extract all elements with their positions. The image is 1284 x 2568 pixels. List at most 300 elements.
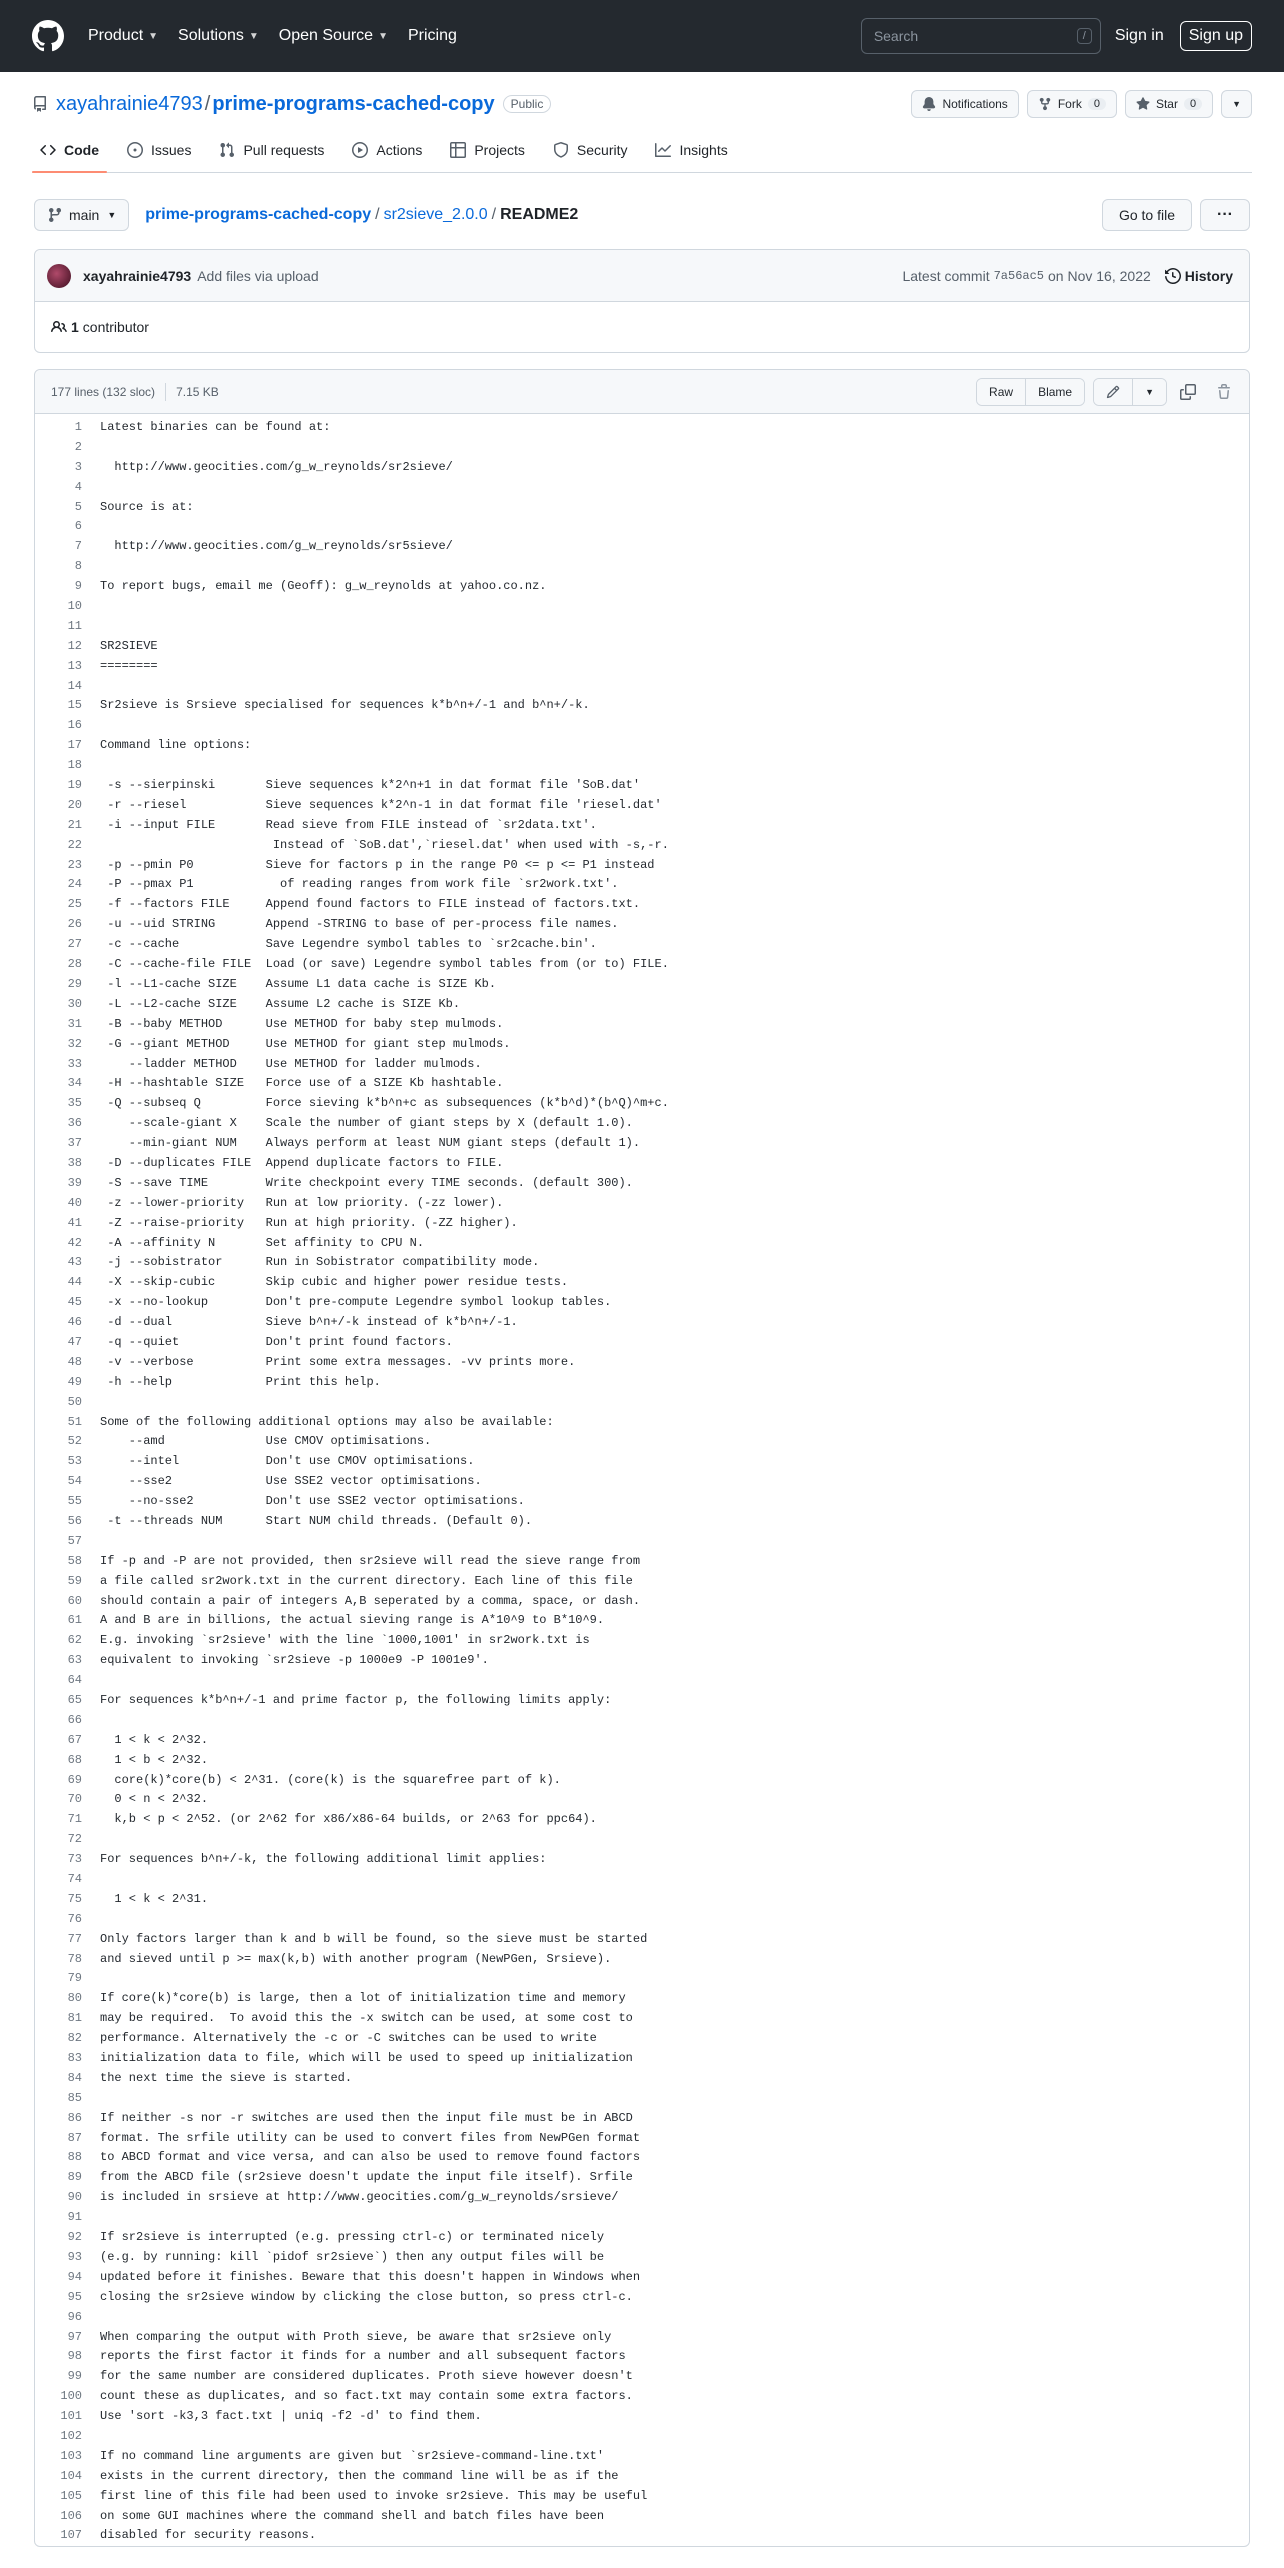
breadcrumb-repo-link[interactable]: prime-programs-cached-copy <box>145 206 372 223</box>
code-line <box>35 1094 1249 1114</box>
line-number[interactable]: 86 <box>67 2110 82 2125</box>
line-text: -Q --subseq Q Force sieving k*b^n+c as subsequences (k*b^d)*(b^Q)^m+c. <box>100 1096 669 1111</box>
line-text: disabled for security reasons. <box>100 2528 317 2543</box>
line-text: format. The srfile utility can be used to convert files from NewPGen format <box>100 2130 641 2145</box>
line-text <box>82 1532 100 1552</box>
line-number[interactable]: 20 <box>67 797 82 812</box>
breadcrumb <box>145 206 578 224</box>
code-line <box>35 1910 1249 1930</box>
code-line <box>35 1253 1249 1273</box>
line-number[interactable]: 1 <box>74 420 82 434</box>
line-number[interactable]: 90 <box>67 2190 82 2205</box>
code-line <box>35 1174 1249 1194</box>
line-text: -p --pmin P0 Sieve for factors p in the range P0 <= p <= P1 instead <box>100 857 655 872</box>
code-line <box>35 1413 1249 1433</box>
tab-actions[interactable]: Actions <box>344 142 430 172</box>
line-number[interactable]: 7 <box>74 539 82 554</box>
line-number[interactable]: 68 <box>67 1752 82 1767</box>
line-number[interactable]: 57 <box>67 1533 82 1548</box>
line-number[interactable]: 43 <box>67 1255 82 1270</box>
line-number[interactable]: 89 <box>67 2170 82 2185</box>
line-number[interactable]: 69 <box>67 1772 82 1787</box>
line-text: --scale-giant X Scale the number of giant steps by X (default 1.0). <box>100 1116 633 1131</box>
chevron-down-icon: ▼ <box>107 210 117 220</box>
line-number[interactable]: 21 <box>67 817 82 832</box>
line-text: --min-giant NUM Always perform at least NUM giant steps (default 1). <box>100 1136 641 1151</box>
code-line <box>35 1870 1249 1890</box>
line-text: -H --hashtable SIZE Force use of a SIZE Kb hashtable. <box>100 1076 504 1091</box>
notifications-button[interactable]: Notifications <box>911 90 1018 118</box>
line-number[interactable]: 35 <box>67 1096 82 1111</box>
pull-request-icon <box>219 142 235 158</box>
line-text: reports the first factor it finds for a number and all subsequent factors <box>100 2349 626 2364</box>
line-text: If neither -s nor -r switches are used then the input file must be in ABCD <box>100 2110 633 2125</box>
sign-up-button[interactable]: Sign up <box>1180 21 1252 51</box>
repo-name-link[interactable]: prime-programs-cached-copy <box>212 92 495 115</box>
tab-pull-requests[interactable]: Pull requests <box>211 142 332 172</box>
line-number[interactable]: 103 <box>60 2448 82 2463</box>
code-line <box>35 1631 1249 1651</box>
people-icon <box>51 319 67 335</box>
line-number[interactable]: 30 <box>67 996 82 1011</box>
commit-message-link[interactable]: Add files via upload <box>197 267 319 284</box>
tab-code[interactable]: Code <box>32 142 107 172</box>
code-line <box>35 1114 1249 1134</box>
code-line <box>35 1512 1249 1532</box>
code-line <box>35 2069 1249 2089</box>
go-to-file-button[interactable]: Go to file <box>1102 199 1192 231</box>
fork-count: 0 <box>1088 98 1106 110</box>
line-number[interactable]: 27 <box>67 937 82 952</box>
pencil-icon <box>1106 385 1120 399</box>
line-number[interactable]: 92 <box>67 2230 82 2245</box>
code-line <box>35 2148 1249 2168</box>
line-number[interactable]: 28 <box>67 957 82 972</box>
code-line <box>35 875 1249 895</box>
line-number[interactable]: 101 <box>60 2409 82 2424</box>
code-line <box>35 498 1249 518</box>
code-line <box>35 2208 1249 2228</box>
line-number[interactable]: 52 <box>67 1434 82 1449</box>
line-text <box>82 1393 100 1413</box>
line-number[interactable]: 25 <box>67 897 82 912</box>
code-line <box>35 1751 1249 1771</box>
copy-raw-button[interactable] <box>1173 378 1203 406</box>
line-text: Only factors larger than k and b will be found, so the sieve must be started <box>100 1931 648 1946</box>
line-number[interactable]: 22 <box>67 837 82 852</box>
line-number[interactable]: 61 <box>67 1613 82 1628</box>
chevron-down-icon: ▼ <box>1232 99 1241 109</box>
code-line <box>35 2268 1249 2288</box>
line-text <box>82 2427 100 2447</box>
code-line <box>35 1592 1249 1612</box>
line-text: Source is at: <box>100 499 194 514</box>
branch-selector[interactable]: main ▼ <box>34 199 129 231</box>
line-number[interactable]: 102 <box>60 2428 82 2443</box>
line-text: the next time the sieve is started. <box>100 2070 353 2085</box>
line-text: closing the sr2sieve window by clicking the close button, so press ctrl-c. <box>100 2289 633 2304</box>
code-line <box>35 438 1249 458</box>
code-line <box>35 2526 1249 2546</box>
line-text: -s --sierpinski Sieve sequences k*2^n+1 in dat format file 'SoB.dat' <box>100 778 641 793</box>
line-number[interactable]: 51 <box>67 1414 82 1429</box>
line-text: -i --input FILE Read sieve from FILE instead of `sr2data.txt'. <box>100 817 597 832</box>
code-line <box>35 1373 1249 1393</box>
line-number[interactable]: 53 <box>67 1454 82 1469</box>
line-number[interactable]: 73 <box>67 1852 82 1867</box>
line-number[interactable]: 70 <box>67 1792 82 1807</box>
repo-header <box>0 72 1284 173</box>
search-input[interactable]: Search / <box>861 18 1101 54</box>
edit-group <box>1093 378 1167 406</box>
line-text <box>82 677 100 697</box>
line-text: exists in the current directory, then the command line will be as if the <box>100 2468 619 2483</box>
line-number[interactable]: 49 <box>67 1374 82 1389</box>
code-line <box>35 1930 1249 1950</box>
breadcrumb-dir-link[interactable]: sr2sieve_2.0.0 <box>383 206 488 223</box>
line-number[interactable]: 42 <box>67 1235 82 1250</box>
line-number[interactable]: 91 <box>67 2210 82 2225</box>
line-text: -P --pmax P1 of reading ranges from work file `sr2work.txt'. <box>100 877 619 892</box>
chevron-down-icon: ▼ <box>148 30 159 42</box>
line-number[interactable]: 83 <box>67 2051 82 2066</box>
code-line <box>35 2109 1249 2129</box>
line-number[interactable]: 76 <box>67 1911 82 1926</box>
commit-date: on Nov 16, 2022 <box>1048 267 1151 284</box>
code-line <box>35 2168 1249 2188</box>
line-number[interactable]: 97 <box>67 2329 82 2344</box>
line-text: 1 < k < 2^32. <box>100 1732 209 1747</box>
line-number[interactable]: 9 <box>74 579 82 594</box>
tab-issues[interactable]: Issues <box>119 142 199 172</box>
shield-icon <box>553 142 569 158</box>
nav-open-source[interactable]: Open Source ▼ <box>278 27 388 44</box>
code-line <box>35 995 1249 1015</box>
code-line <box>35 458 1249 478</box>
avatar[interactable] <box>47 264 71 288</box>
github-logo-icon[interactable] <box>32 20 64 52</box>
line-text: -z --lower-priority Run at low priority. (-zz lower). <box>100 1195 504 1210</box>
line-number[interactable]: 106 <box>60 2508 82 2523</box>
edit-dropdown-button[interactable] <box>1132 379 1166 405</box>
line-text: -d --dual Sieve b^n+/-k instead of k*b^n+/-1. <box>100 1315 518 1330</box>
line-text: -D --duplicates FILE Append duplicate factors to FILE. <box>100 1155 504 1170</box>
line-number[interactable]: 55 <box>67 1494 82 1509</box>
line-number[interactable]: 74 <box>67 1872 82 1887</box>
line-number[interactable]: 16 <box>67 718 82 733</box>
nav-solutions[interactable]: Solutions ▼ <box>178 27 259 44</box>
sign-in-link[interactable]: Sign in <box>1114 27 1164 44</box>
line-text: Sr2sieve is Srsieve specialised for sequences k*b^n+/-1 and b^n+/-k. <box>100 698 590 713</box>
table-icon <box>450 142 466 158</box>
line-text: -L --L2-cache SIZE Assume L2 cache is SIZE Kb. <box>100 996 461 1011</box>
code-line <box>35 1273 1249 1293</box>
line-number[interactable]: 8 <box>74 559 82 574</box>
line-number[interactable]: 18 <box>67 758 82 773</box>
line-number[interactable]: 17 <box>67 738 82 753</box>
raw-button[interactable]: Raw <box>977 379 1025 405</box>
line-number[interactable]: 63 <box>67 1653 82 1668</box>
code-line <box>35 2308 1249 2328</box>
line-text: first line of this file had been used to invoke sr2sieve. This may be useful <box>100 2488 648 2503</box>
code-line <box>35 1333 1249 1353</box>
chevron-down-icon: ▼ <box>248 30 259 42</box>
line-text: count these as duplicates, and so fact.txt may contain some extra factors. <box>100 2389 633 2404</box>
line-number[interactable]: 79 <box>67 1971 82 1986</box>
play-icon <box>352 142 368 158</box>
repo-tabs <box>32 142 1252 173</box>
history-link[interactable]: History <box>1165 268 1233 284</box>
line-text: may be required. To avoid this the -x switch can be used, at some cost to <box>100 2011 633 2026</box>
line-text: http://www.geocities.com/g_w_reynolds/sr2sieve/ <box>100 459 453 474</box>
line-text: If sr2sieve is interrupted (e.g. pressing ctrl-c) or terminated nicely <box>100 2230 605 2245</box>
code-line <box>35 1611 1249 1631</box>
line-number[interactable]: 38 <box>67 1155 82 1170</box>
line-number[interactable]: 33 <box>67 1056 82 1071</box>
line-number[interactable]: 54 <box>67 1474 82 1489</box>
code-line <box>35 1214 1249 1234</box>
fork-button[interactable]: Fork 0 <box>1027 90 1117 118</box>
line-number[interactable]: 10 <box>67 599 82 614</box>
line-number[interactable]: 98 <box>67 2349 82 2364</box>
line-number[interactable]: 23 <box>67 857 82 872</box>
line-number[interactable]: 50 <box>67 1394 82 1409</box>
line-number[interactable]: 78 <box>67 1951 82 1966</box>
commit-sha-link[interactable]: 7a56ac5 <box>993 268 1045 283</box>
line-text: updated before it finishes. Beware that this doesn't happen in Windows when <box>100 2269 641 2284</box>
line-number[interactable]: 26 <box>67 917 82 932</box>
divider <box>165 383 166 401</box>
code-line <box>35 657 1249 677</box>
line-number[interactable]: 62 <box>67 1633 82 1648</box>
line-number[interactable]: 13 <box>67 658 82 673</box>
line-number[interactable]: 48 <box>67 1354 82 1369</box>
code-line <box>35 736 1249 756</box>
line-text: E.g. invoking `sr2sieve' with the line `1000,1001' in sr2work.txt is <box>100 1633 590 1648</box>
code-line <box>35 478 1249 498</box>
line-number[interactable]: 15 <box>67 698 82 713</box>
commit-author-link[interactable]: xayahrainie4793 <box>83 267 192 284</box>
line-number[interactable]: 11 <box>67 618 82 633</box>
line-number[interactable]: 87 <box>67 2130 82 2145</box>
star-button[interactable]: Star 0 <box>1125 90 1213 118</box>
line-text <box>82 517 100 537</box>
star-icon <box>1136 97 1150 111</box>
code-line <box>35 935 1249 955</box>
code-line <box>35 1234 1249 1254</box>
tab-security[interactable]: Security <box>545 142 636 172</box>
line-number[interactable]: 84 <box>67 2070 82 2085</box>
line-number[interactable]: 93 <box>67 2249 82 2264</box>
star-count: 0 <box>1184 98 1202 110</box>
line-text: and sieved until p >= max(k,b) with another program (NewPGen, Srsieve). <box>100 1951 612 1966</box>
line-number[interactable]: 14 <box>67 678 82 693</box>
code-line <box>35 1393 1249 1413</box>
code-line <box>35 1074 1249 1094</box>
code-line <box>35 1552 1249 1572</box>
line-number[interactable]: 34 <box>67 1076 82 1091</box>
line-number[interactable]: 67 <box>67 1732 82 1747</box>
breadcrumb-file-name: README2 <box>500 206 579 223</box>
line-text: equivalent to invoking `sr2sieve -p 1000e9 -P 1001e9'. <box>100 1653 489 1668</box>
tab-projects[interactable]: Projects <box>442 142 533 172</box>
line-text: For sequences k*b^n+/-1 and prime factor p, the following limits apply: <box>100 1693 612 1707</box>
code-line <box>35 2328 1249 2348</box>
code-line <box>35 1154 1249 1174</box>
issue-icon <box>127 142 143 158</box>
nav-product[interactable]: Product ▼ <box>88 27 159 44</box>
code-line <box>35 2188 1249 2208</box>
code-line <box>35 776 1249 796</box>
line-text: (e.g. by running: kill `pidof sr2sieve`) then any output files will be <box>100 2249 605 2264</box>
line-number[interactable]: 99 <box>67 2369 82 2384</box>
code-line <box>35 2507 1249 2527</box>
edit-button[interactable] <box>1094 379 1132 405</box>
code-line <box>35 1950 1249 1970</box>
line-text: to ABCD format and vice versa, and can also be used to remove found factors <box>100 2150 641 2165</box>
history-icon <box>1165 268 1181 284</box>
line-number[interactable]: 2 <box>74 439 82 454</box>
line-number[interactable]: 72 <box>67 1832 82 1847</box>
graph-icon <box>655 142 671 158</box>
code-line <box>35 1313 1249 1333</box>
line-number[interactable]: 29 <box>67 976 82 991</box>
star-dropdown-button[interactable] <box>1221 90 1252 118</box>
nav-pricing[interactable]: Pricing <box>407 27 457 44</box>
line-number[interactable]: 65 <box>67 1693 82 1707</box>
code-line <box>35 1293 1249 1313</box>
latest-commit-label: Latest commit <box>902 267 990 284</box>
repo-owner-link[interactable]: xayahrainie4793 <box>56 92 203 115</box>
line-number[interactable]: 77 <box>67 1931 82 1946</box>
line-text: -x --no-lookup Don't pre-compute Legendre symbol lookup tables. <box>100 1295 612 1310</box>
line-text: initialization data to file, which will be used to speed up initialization <box>100 2051 633 2066</box>
line-text: To report bugs, email me (Geoff): g_w_reynolds at yahoo.co.nz. <box>100 579 547 594</box>
line-number[interactable]: 81 <box>67 2011 82 2026</box>
line-number[interactable]: 96 <box>67 2309 82 2324</box>
line-text: -v --verbose Print some extra messages. -vv prints more. <box>100 1354 576 1369</box>
line-number[interactable]: 36 <box>67 1116 82 1131</box>
code-line <box>35 816 1249 836</box>
commit-box <box>34 249 1250 353</box>
line-text: --amd Use CMOV optimisations. <box>100 1434 432 1449</box>
line-number[interactable]: 100 <box>60 2389 82 2404</box>
line-number[interactable]: 37 <box>67 1136 82 1151</box>
site-header <box>0 0 1284 72</box>
code-line <box>35 1651 1249 1671</box>
line-number[interactable]: 104 <box>60 2468 82 2483</box>
tab-insights[interactable]: Insights <box>647 142 735 172</box>
line-text: -t --threads NUM Start NUM child threads. (Default 0). <box>100 1513 533 1528</box>
visibility-badge: Public <box>503 95 552 113</box>
line-number[interactable]: 6 <box>74 519 82 534</box>
blame-button[interactable]: Blame <box>1025 379 1084 405</box>
line-number[interactable]: 94 <box>67 2269 82 2284</box>
line-number[interactable]: 39 <box>67 1175 82 1190</box>
code-line <box>35 836 1249 856</box>
line-number[interactable]: 88 <box>67 2150 82 2165</box>
more-options-button[interactable]: ··· <box>1200 199 1250 231</box>
fork-icon <box>1038 97 1052 111</box>
line-text: Latest binaries can be found at: <box>100 420 331 434</box>
line-number[interactable]: 24 <box>67 877 82 892</box>
delete-button[interactable] <box>1209 378 1239 406</box>
line-number[interactable]: 59 <box>67 1573 82 1588</box>
line-number[interactable]: 56 <box>67 1513 82 1528</box>
line-number[interactable]: 47 <box>67 1334 82 1349</box>
code-line <box>35 975 1249 995</box>
line-text: --no-sse2 Don't use SSE2 vector optimisations. <box>100 1494 525 1509</box>
contributors-row[interactable] <box>35 302 1249 352</box>
line-number[interactable]: 71 <box>67 1812 82 1827</box>
line-text: If no command line arguments are given but `sr2sieve-command-line.txt' <box>100 2448 605 2463</box>
contributors-label: contributor <box>82 319 149 335</box>
code-line <box>35 2029 1249 2049</box>
line-number[interactable]: 66 <box>67 1712 82 1727</box>
line-text <box>82 1969 100 1989</box>
line-text: If core(k)*core(b) is large, then a lot of initialization time and memory <box>100 1991 626 2006</box>
line-text <box>82 716 100 736</box>
line-number[interactable]: 4 <box>74 479 82 494</box>
line-text <box>82 2308 100 2328</box>
line-text: --sse2 Use SSE2 vector optimisations. <box>100 1474 482 1489</box>
code-line <box>35 1572 1249 1592</box>
line-number[interactable]: 41 <box>67 1215 82 1230</box>
code-line <box>35 1691 1249 1711</box>
line-number[interactable]: 40 <box>67 1195 82 1210</box>
line-number[interactable]: 75 <box>67 1891 82 1906</box>
line-text: should contain a pair of integers A,B seperated by a comma, space, or dash. <box>100 1593 641 1608</box>
code-line <box>35 756 1249 776</box>
code-line <box>35 856 1249 876</box>
line-number[interactable]: 105 <box>60 2488 82 2503</box>
line-number[interactable]: 45 <box>67 1295 82 1310</box>
line-number[interactable]: 58 <box>67 1553 82 1568</box>
code-line <box>35 1731 1249 1751</box>
line-number[interactable]: 19 <box>67 778 82 793</box>
line-number[interactable]: 85 <box>67 2090 82 2105</box>
line-text: -f --factors FILE Append found factors to FILE instead of factors.txt. <box>100 897 641 912</box>
line-number[interactable]: 44 <box>67 1275 82 1290</box>
line-number[interactable]: 95 <box>67 2289 82 2304</box>
line-number[interactable]: 32 <box>67 1036 82 1051</box>
line-text: 1 < b < 2^32. <box>100 1752 209 1767</box>
line-text: -Z --raise-priority Run at high priority. (-ZZ higher). <box>100 1215 518 1230</box>
line-text <box>82 2208 100 2228</box>
branch-icon <box>47 207 63 223</box>
line-number[interactable]: 46 <box>67 1315 82 1330</box>
code-line <box>35 1671 1249 1691</box>
line-text: -B --baby METHOD Use METHOD for baby step mulmods. <box>100 1016 504 1031</box>
line-number[interactable]: 80 <box>67 1991 82 2006</box>
line-number[interactable]: 12 <box>67 638 82 653</box>
line-number[interactable]: 5 <box>74 499 82 514</box>
code-line <box>35 1134 1249 1154</box>
code-line <box>35 1452 1249 1472</box>
code-icon <box>40 142 56 158</box>
copy-icon <box>1180 384 1196 400</box>
line-number[interactable]: 60 <box>67 1593 82 1608</box>
line-number[interactable]: 82 <box>67 2031 82 2046</box>
line-number[interactable]: 31 <box>67 1016 82 1031</box>
line-text: ======== <box>100 658 158 673</box>
line-number[interactable]: 64 <box>67 1673 82 1688</box>
line-number[interactable]: 107 <box>60 2528 82 2543</box>
line-text: is included in srsieve at http://www.geocities.com/g_w_reynolds/srsieve/ <box>100 2190 619 2205</box>
line-number[interactable]: 3 <box>74 459 82 474</box>
code-line <box>35 2089 1249 2109</box>
path-separator: / <box>375 206 380 223</box>
